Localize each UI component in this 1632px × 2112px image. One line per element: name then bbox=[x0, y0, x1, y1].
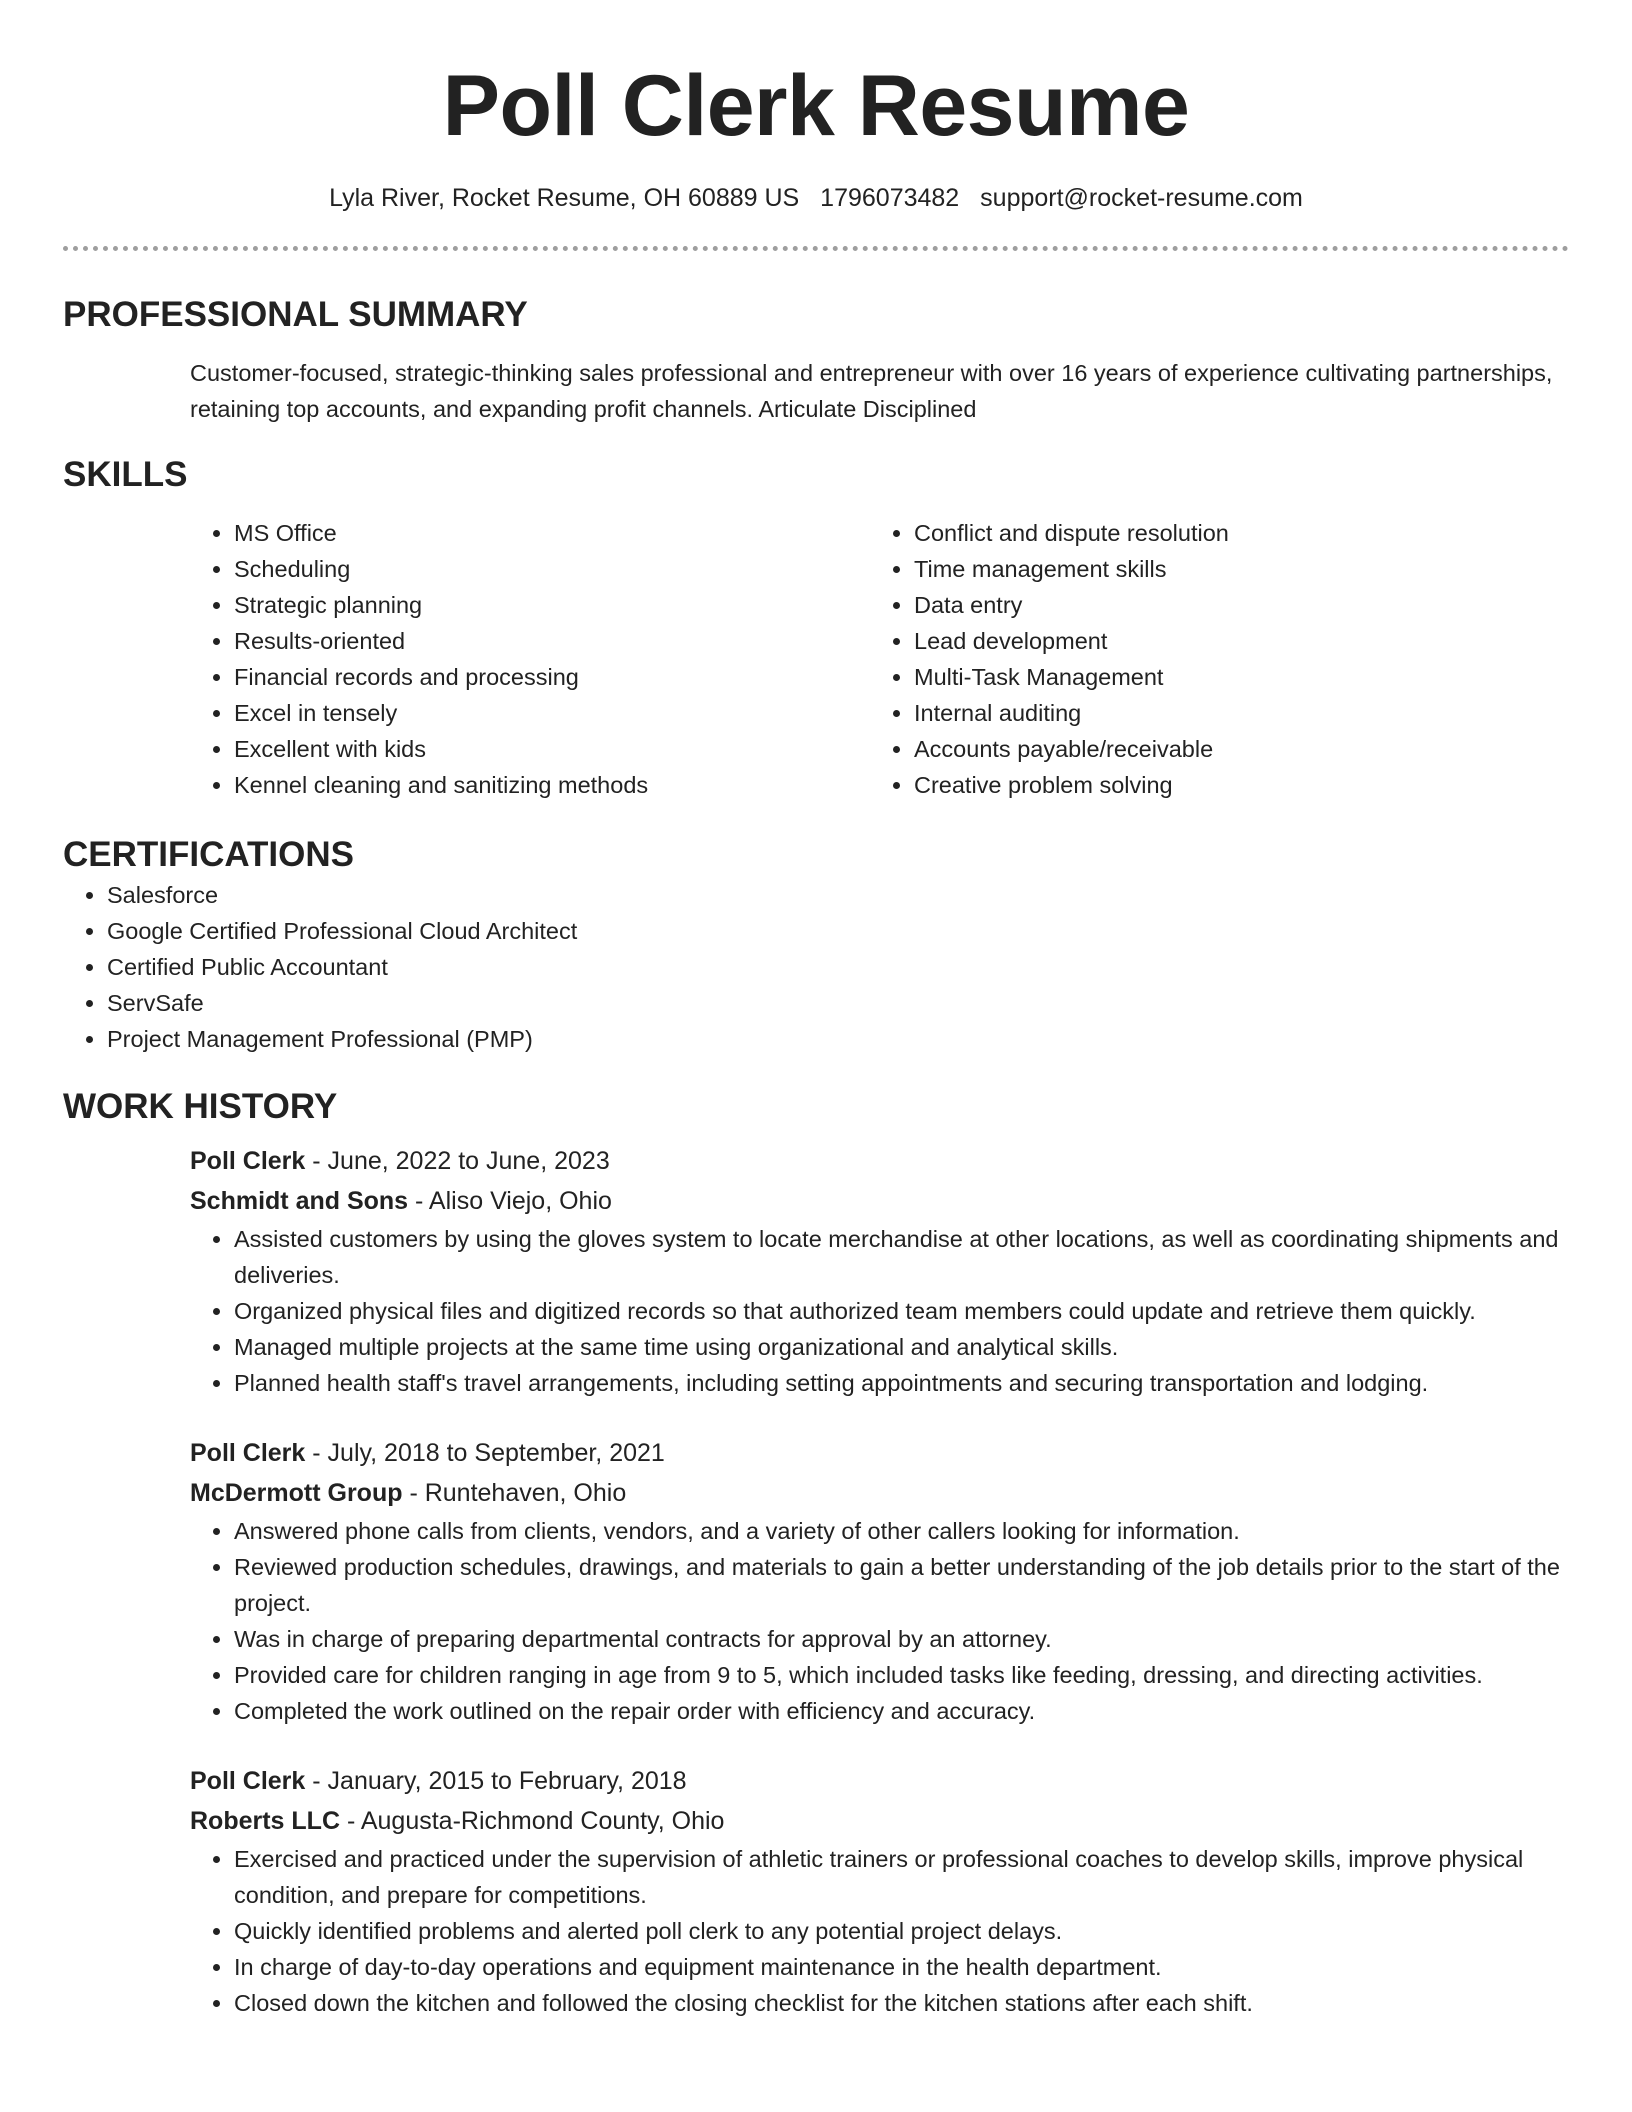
contact-email: support@rocket-resume.com bbox=[980, 184, 1303, 212]
job-bullet: • Provided care for children ranging in age from 9 to 5, which included tasks like feeding, dressing, and directing activities. bbox=[234, 1657, 1569, 1693]
job-bullet: • Assisted customers by using the gloves system to locate merchandise at other locations, as well as coordinating shipments and deliveries. bbox=[234, 1221, 1569, 1293]
job-company-line bbox=[190, 1801, 1569, 1841]
skills-list-right bbox=[870, 515, 1569, 803]
contact-phone: 1796073482 bbox=[820, 184, 960, 212]
certification-item: • Certified Public Accountant bbox=[107, 949, 1569, 985]
skill-item: • Conflict and dispute resolution bbox=[914, 515, 1569, 551]
job-title: Poll Clerk bbox=[190, 1767, 306, 1795]
skill-item: • Kennel cleaning and sanitizing methods bbox=[234, 767, 870, 803]
certification-item: • Google Certified Professional Cloud Architect bbox=[107, 913, 1569, 949]
job-dates: - July, 2018 to September, 2021 bbox=[305, 1439, 665, 1467]
certification-item: • Salesforce bbox=[107, 877, 1569, 913]
job-bullet: • Organized physical files and digitized records so that authorized team members could update and retrieve them quickly. bbox=[234, 1293, 1569, 1329]
job-company-line bbox=[190, 1181, 1569, 1221]
job-bullet: • Reviewed production schedules, drawings, and materials to gain a better understanding of the job details prior to the start of the project. bbox=[234, 1549, 1569, 1621]
resume-title: Poll Clerk Resume bbox=[442, 58, 1190, 154]
job-dates: - June, 2022 to June, 2023 bbox=[305, 1147, 610, 1175]
job-entry bbox=[190, 1141, 1569, 1401]
job-bullets bbox=[190, 1513, 1569, 1729]
skills-list-left bbox=[190, 515, 870, 803]
skill-item: • Data entry bbox=[914, 587, 1569, 623]
skill-item: • Lead development bbox=[914, 623, 1569, 659]
job-company: Schmidt and Sons bbox=[190, 1187, 409, 1215]
job-bullet: • Answered phone calls from clients, vendors, and a variety of other callers looking for information. bbox=[234, 1513, 1569, 1549]
job-company: McDermott Group bbox=[190, 1479, 403, 1507]
job-bullets bbox=[190, 1841, 1569, 2021]
job-bullet: • In charge of day-to-day operations and equipment maintenance in the health department. bbox=[234, 1949, 1569, 1985]
skill-item: • Strategic planning bbox=[234, 587, 870, 623]
certifications-list bbox=[63, 877, 1569, 1057]
job-bullet: • Planned health staff's travel arrangements, including setting appointments and securing transportation and lodging. bbox=[234, 1365, 1569, 1401]
job-location: - Aliso Viejo, Ohio bbox=[408, 1187, 612, 1215]
skill-item: • Excel in tensely bbox=[234, 695, 870, 731]
skill-item: • Multi-Task Management bbox=[914, 659, 1569, 695]
skill-item: • Creative problem solving bbox=[914, 767, 1569, 803]
skill-item: • Excellent with kids bbox=[234, 731, 870, 767]
contact-address: Lyla River, Rocket Resume, OH 60889 US bbox=[329, 184, 800, 212]
job-bullet: • Closed down the kitchen and followed the closing checklist for the kitchen stations after each shift. bbox=[234, 1985, 1569, 2021]
job-bullet: • Exercised and practiced under the supervision of athletic trainers or professional coaches to develop skills, improve physical condition, and prepare for competitions. bbox=[234, 1841, 1569, 1913]
certification-item: • Project Management Professional (PMP) bbox=[107, 1021, 1569, 1057]
job-title-line bbox=[190, 1761, 1569, 1801]
skills-columns bbox=[190, 515, 1569, 803]
job-bullets bbox=[190, 1221, 1569, 1401]
job-bullet: • Managed multiple projects at the same time using organizational and analytical skills. bbox=[234, 1329, 1569, 1365]
job-entry bbox=[190, 1761, 1569, 2021]
job-entry bbox=[190, 1433, 1569, 1729]
job-location: - Runtehaven, Ohio bbox=[402, 1479, 627, 1507]
skill-item: • Internal auditing bbox=[914, 695, 1569, 731]
job-title: Poll Clerk bbox=[190, 1147, 306, 1175]
job-title-line bbox=[190, 1141, 1569, 1181]
job-title: Poll Clerk bbox=[190, 1439, 306, 1467]
contact-line bbox=[63, 182, 1569, 214]
skill-item: • Time management skills bbox=[914, 551, 1569, 587]
summary-heading: PROFESSIONAL SUMMARY bbox=[63, 295, 528, 334]
work-history-heading: WORK HISTORY bbox=[63, 1087, 338, 1126]
skill-item: • Financial records and processing bbox=[234, 659, 870, 695]
skill-item: • Results-oriented bbox=[234, 623, 870, 659]
job-dates: - January, 2015 to February, 2018 bbox=[305, 1767, 687, 1795]
header-divider bbox=[63, 246, 1569, 251]
certifications-heading: CERTIFICATIONS bbox=[63, 835, 355, 874]
job-company: Roberts LLC bbox=[190, 1807, 340, 1835]
skill-item: • Accounts payable/receivable bbox=[914, 731, 1569, 767]
job-company-line bbox=[190, 1473, 1569, 1513]
job-title-line bbox=[190, 1433, 1569, 1473]
skill-item: • MS Office bbox=[234, 515, 870, 551]
job-bullet: • Was in charge of preparing departmental contracts for approval by an attorney. bbox=[234, 1621, 1569, 1657]
summary-text: Customer-focused, strategic-thinking sales professional and entrepreneur with over 16 years of experience cultivating partnerships, retaining top accounts, and expanding profit channels. Articulate Disciplined bbox=[190, 360, 1553, 422]
job-bullet: • Quickly identified problems and alerted poll clerk to any potential project delays. bbox=[234, 1913, 1569, 1949]
skills-heading: SKILLS bbox=[63, 455, 188, 494]
skill-item: • Scheduling bbox=[234, 551, 870, 587]
job-location: - Augusta-Richmond County, Ohio bbox=[340, 1807, 725, 1835]
certification-item: • ServSafe bbox=[107, 985, 1569, 1021]
job-bullet: • Completed the work outlined on the repair order with efficiency and accuracy. bbox=[234, 1693, 1569, 1729]
